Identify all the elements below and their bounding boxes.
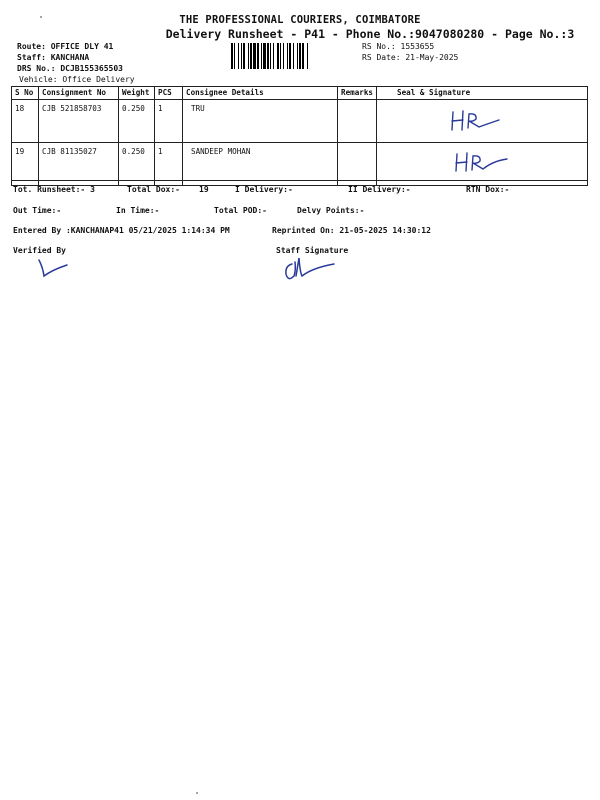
row-consignee: SANDEEP MOHAN: [183, 143, 338, 186]
route-label: Route: OFFICE DLY 41: [17, 42, 114, 51]
handwritten-signature-icon: [449, 108, 519, 134]
table-header-row: [12, 87, 588, 100]
staff-label: Staff: KANCHANA: [17, 53, 90, 62]
row-weight: 0.250: [119, 143, 155, 186]
runsheet-table: [11, 86, 588, 186]
drs-label: DRS No.: DCJB155365503: [17, 64, 123, 73]
delvy-points: Delvy Points:-: [297, 206, 365, 215]
scan-speck: [40, 16, 42, 18]
row-pcs: 1: [155, 100, 183, 143]
ii-delivery: II Delivery:-: [348, 185, 411, 194]
table-row: [12, 100, 588, 143]
staff-signature-label: Staff Signature: [276, 246, 349, 255]
runsheet-subtitle: Delivery Runsheet - P41 - Phone No.:9047080280 - Page No.:3: [165, 27, 575, 41]
row-remarks: [338, 100, 377, 143]
header-weight: Weight: [119, 87, 155, 100]
total-runsheet: Tot. Runsheet:- 3: [13, 185, 95, 194]
header-consignment: Consignment No: [39, 87, 119, 100]
handwritten-signature-icon: [453, 149, 523, 175]
row-consignment: CJB 81135027: [39, 143, 119, 186]
rs-date: RS Date: 21-May-2025: [362, 53, 459, 62]
i-delivery: I Delivery:-: [235, 185, 293, 194]
out-time: Out Time:-: [13, 206, 62, 215]
row-pcs: 1: [155, 143, 183, 186]
reprinted-on: Reprinted On: 21-05-2025 14:30:12: [272, 226, 431, 235]
row-consignee: TRU: [183, 100, 338, 143]
vehicle-label: Vehicle: Office Delivery: [19, 75, 135, 84]
header-remarks: Remarks: [338, 87, 377, 100]
total-pod: Total POD:-: [214, 206, 267, 215]
header-signature: Seal & Signature: [377, 87, 588, 100]
total-dox-label: Total Dox:-: [127, 185, 180, 194]
rtn-dox: RTN Dox:-: [466, 185, 510, 194]
row-sno: 19: [12, 143, 39, 186]
in-time: In Time:-: [116, 206, 160, 215]
table-bottom-rule: [11, 180, 588, 181]
row-signature: [377, 100, 588, 143]
total-dox-value: 19: [199, 185, 209, 194]
header-pcs: PCS: [155, 87, 183, 100]
rs-number: RS No.: 1553655: [362, 42, 435, 51]
row-sno: 18: [12, 100, 39, 143]
company-title: THE PROFESSIONAL COURIERS, COIMBATORE: [179, 14, 421, 26]
row-weight: 0.250: [119, 100, 155, 143]
header-consignee: Consignee Details: [183, 87, 338, 100]
row-consignment: CJB 521858703: [39, 100, 119, 143]
barcode-image: [230, 43, 358, 69]
header-sno: S No: [12, 87, 39, 100]
entered-by: Entered By :KANCHANAP41 05/21/2025 1:14:34 PM: [13, 226, 230, 235]
scan-speck: [196, 792, 198, 794]
verifier-signature-icon: [34, 256, 74, 280]
staff-signature-icon: [282, 254, 354, 284]
verified-by-label: Verified By: [13, 246, 66, 255]
